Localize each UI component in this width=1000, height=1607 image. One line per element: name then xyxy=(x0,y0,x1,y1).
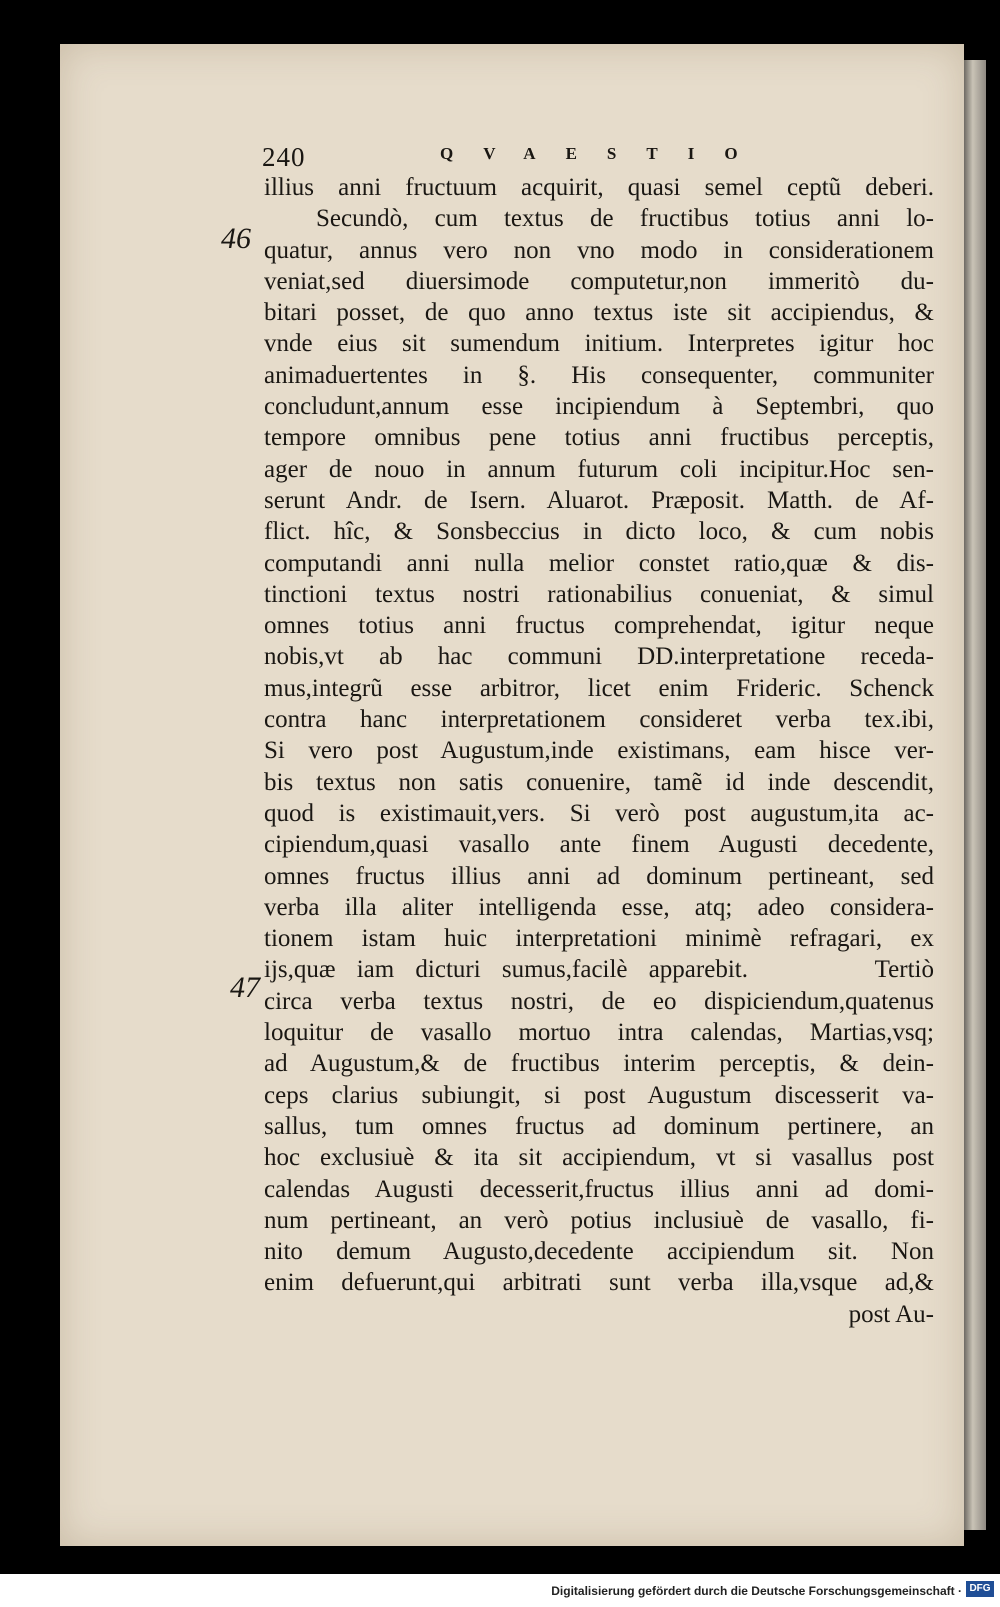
text-line: nobis,vt ab hac communi DD.interpretatione receda- xyxy=(264,643,934,671)
text-line: flict. hîc, & Sonsbeccius in dicto loco, & cum nobis xyxy=(264,518,934,546)
body-text xyxy=(264,172,934,1330)
text-line: Si vero post Augustum,inde existimans, eam hisce ver- xyxy=(264,737,934,765)
catchword: post Au- xyxy=(848,1300,934,1328)
text-line: tionem istam huic interpretationi minimè refragari, ex xyxy=(264,925,934,953)
text-line: quatur, annus vero non vno modo in considerationem xyxy=(264,236,934,264)
text-line: nito demum Augusto,decedente accipiendum sit. Non xyxy=(264,1238,934,1266)
footer-strip xyxy=(0,1574,1000,1607)
text-line: tempore omnibus pene totius anni fructibus perceptis, xyxy=(264,424,934,452)
text-line: calendas Augusti decesserit,fructus illius anni ad domi- xyxy=(264,1175,934,1203)
text-line: loquitur de vasallo mortuo intra calendas, Martias,vsq; xyxy=(264,1019,934,1047)
text-line: tinctioni textus nostri rationabilius conueniat, & simul xyxy=(264,580,934,608)
text-line: ad Augustum,& de fructibus interim perceptis, & dein- xyxy=(264,1050,934,1078)
text-line: hoc exclusiuè & ita sit accipiendum, vt si vasallus post xyxy=(264,1144,934,1172)
text-line: computandi anni nulla melior constet ratio,quæ & dis- xyxy=(264,549,934,577)
text-line: quod is existimauit,vers. Si verò post augustum,ita ac- xyxy=(264,799,934,827)
digitization-credit: Digitalisierung gefördert durch die Deutsche Forschungsgemeinschaft · xyxy=(551,1584,962,1598)
text-line: serunt Andr. de Isern. Aluarot. Præposit. Matth. de Af- xyxy=(264,486,934,514)
text-line: veniat,sed diuersimode computetur,non immeritò du- xyxy=(264,267,934,295)
text-line: cipiendum,quasi vasallo ante finem Augusti decedente, xyxy=(264,831,934,859)
text-line: ceps clarius subiungit, si post Augustum discesserit va- xyxy=(264,1081,934,1109)
dfg-logo: DFG xyxy=(966,1581,994,1597)
text-line: ager de nouo in annum futurum coli incipitur.Hoc sen- xyxy=(264,455,934,483)
text-line: concludunt,annum esse incipiendum à Septembri, quo xyxy=(264,393,934,421)
running-head xyxy=(262,142,802,176)
text-line: bitari posset, de quo anno textus iste sit accipiendus, & xyxy=(264,299,934,327)
text-line: enim defuerunt,qui arbitrati sunt verba illa,vsque ad,& xyxy=(264,1269,934,1297)
page-edge xyxy=(964,60,986,1530)
text-line: sallus, tum omnes fructus ad dominum pertinere, an xyxy=(264,1112,934,1140)
text-line: omnes totius anni fructus comprehendat, igitur neque xyxy=(264,612,934,640)
text-line: verba illa aliter intelligenda esse, atq; adeo considera- xyxy=(264,893,934,921)
text-line: animaduertentes in §. His consequenter, communiter xyxy=(264,361,934,389)
text-line: Secundò, cum textus de fructibus totius anni lo- xyxy=(316,205,934,233)
page-number: 240 xyxy=(262,142,306,172)
margin-number: 47 xyxy=(230,971,260,1004)
running-title: QVAESTIO xyxy=(440,144,768,163)
text-line: bis textus non satis conuenire, tamẽ id inde descendit, xyxy=(264,768,934,796)
text-line: mus,integrũ esse arbitror, licet enim Frideric. Schenck xyxy=(264,674,934,702)
text-line: omnes fructus illius anni ad dominum pertineant, sed xyxy=(264,862,934,890)
text-line: ijs,quæ iam dicturi sumus,facilè apparebit. Tertiò xyxy=(264,956,934,984)
text-line: contra hanc interpretationem consideret verba tex.ibi, xyxy=(264,706,934,734)
text-line: circa verba textus nostri, de eo dispiciendum,quatenus xyxy=(264,987,934,1015)
margin-number: 46 xyxy=(221,222,251,255)
text-line: num pertineant, an verò potius inclusiuè de vasallo, fi- xyxy=(264,1206,934,1234)
text-line: illius anni fructuum acquirit, quasi semel ceptũ deberi. xyxy=(264,174,934,201)
text-line: vnde eius sit sumendum initium. Interpretes igitur hoc xyxy=(264,330,934,358)
